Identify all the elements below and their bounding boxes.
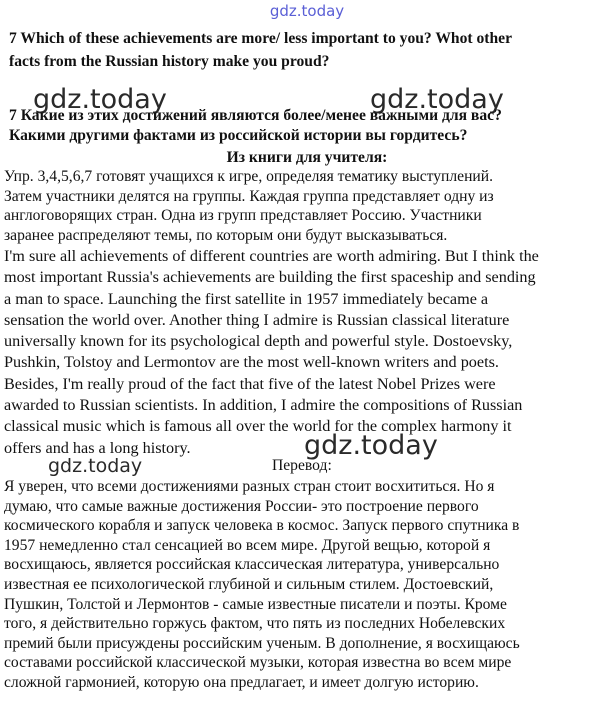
english-answer-line: offers and has a long history. bbox=[4, 438, 191, 457]
translation-line: премий были присуждены российским ученым. В дополнение, я восхищаюсь bbox=[4, 634, 520, 652]
question-english-line: 7 Which of these achievements are more/ less important to you? Whot other bbox=[9, 30, 512, 47]
translation-line: составами российской классической музыки, которая известна во всем мире bbox=[4, 654, 512, 672]
watermark-right: gdz.today bbox=[370, 84, 504, 115]
watermark-left: gdz.today bbox=[33, 84, 167, 115]
english-answer-line: universally known for its psychological depth and powerful style. Dostoevsky, bbox=[4, 332, 513, 351]
teacher-notes-line: Затем участники делятся на группы. Каждая группа представляет одну из bbox=[4, 187, 494, 205]
question-russian-line: 7 Какие из этих достижений являются более/менее важными для вас? bbox=[9, 107, 502, 124]
teacher-notes-line: Упр. 3,4,5,6,7 готовят учащихся к игре, определяя тематику выступлений. bbox=[4, 168, 494, 185]
watermark-small: gdz.today bbox=[48, 455, 143, 477]
translation-line: 1957 немедленно стал сенсацией во всем мире. Другой вещью, которой я bbox=[4, 536, 491, 554]
translation-line: сложной гармонией, которую она предлагает, и имеет долгую историю. bbox=[4, 673, 479, 691]
teacher-notes-line: заранее распределяют темы, по которым они будут высказываться. bbox=[4, 226, 448, 244]
english-answer-line: sensation the world over. Another thing I admire is Russian classical literature bbox=[4, 310, 510, 329]
english-answer-line: a man to space. Launching the first satellite in 1957 immediately became a bbox=[4, 289, 489, 308]
translation-line: Пушкин, Толстой и Лермонтов - самые известные писатели и поэты. Кроме bbox=[4, 595, 507, 613]
translation-line: Я уверен, что всеми достижениями разных стран стоит восхититься. Но я bbox=[4, 478, 495, 495]
translation-line: известная ее психологической глубиной и сильным стилем. Достоевский, bbox=[4, 575, 494, 593]
english-answer-line: awarded to Russian scientists. In addition, I admire the compositions of Russian bbox=[4, 396, 523, 415]
translation-text bbox=[4, 477, 610, 693]
teacher-notes bbox=[4, 167, 610, 245]
question-russian-line: Какими другими фактами из российской истории вы гордитесь? bbox=[9, 127, 468, 144]
question-russian bbox=[9, 106, 609, 146]
teacher-notes-line: англоговорящих стран. Одна из групп представляет Россию. Участники bbox=[4, 207, 482, 224]
translation-line: космического корабля и запуск человека в космос. Запуск первого спутника в bbox=[4, 517, 520, 535]
english-answer-line: Besides, I'm really proud of the fact that five of the latest Nobel Prizes were bbox=[4, 374, 496, 393]
translation-line: того, я действительно горжусь фактом, что пять из последних Нобелевских bbox=[4, 615, 506, 633]
translation-line: восхищаюсь, является российская классическая литература, универсально bbox=[4, 556, 500, 574]
english-answer-line: I'm sure all achievements of different countries are worth admiring. But I think the bbox=[4, 247, 539, 265]
translation-label: Перевод: bbox=[272, 457, 332, 474]
translation-line: думаю, что самые важные достижения России- это построение первого bbox=[4, 497, 479, 515]
watermark-top: gdz.today bbox=[269, 2, 345, 20]
english-answer-line: classical music which is famous all over the world for the complex harmony it bbox=[4, 417, 512, 436]
watermark-center: gdz.today bbox=[304, 430, 438, 461]
english-answer-line: Pushkin, Tolstoy and Lermontov are the most well-known writers and poets. bbox=[4, 353, 499, 372]
english-answer bbox=[4, 246, 610, 459]
english-answer-line: most important Russia's achievements are building the first spaceship and sending bbox=[4, 268, 536, 287]
question-english bbox=[9, 27, 609, 73]
teacher-book-heading: Из книги для учителя: bbox=[226, 149, 388, 166]
question-english-line: facts from the Russian history make you proud? bbox=[9, 53, 330, 70]
